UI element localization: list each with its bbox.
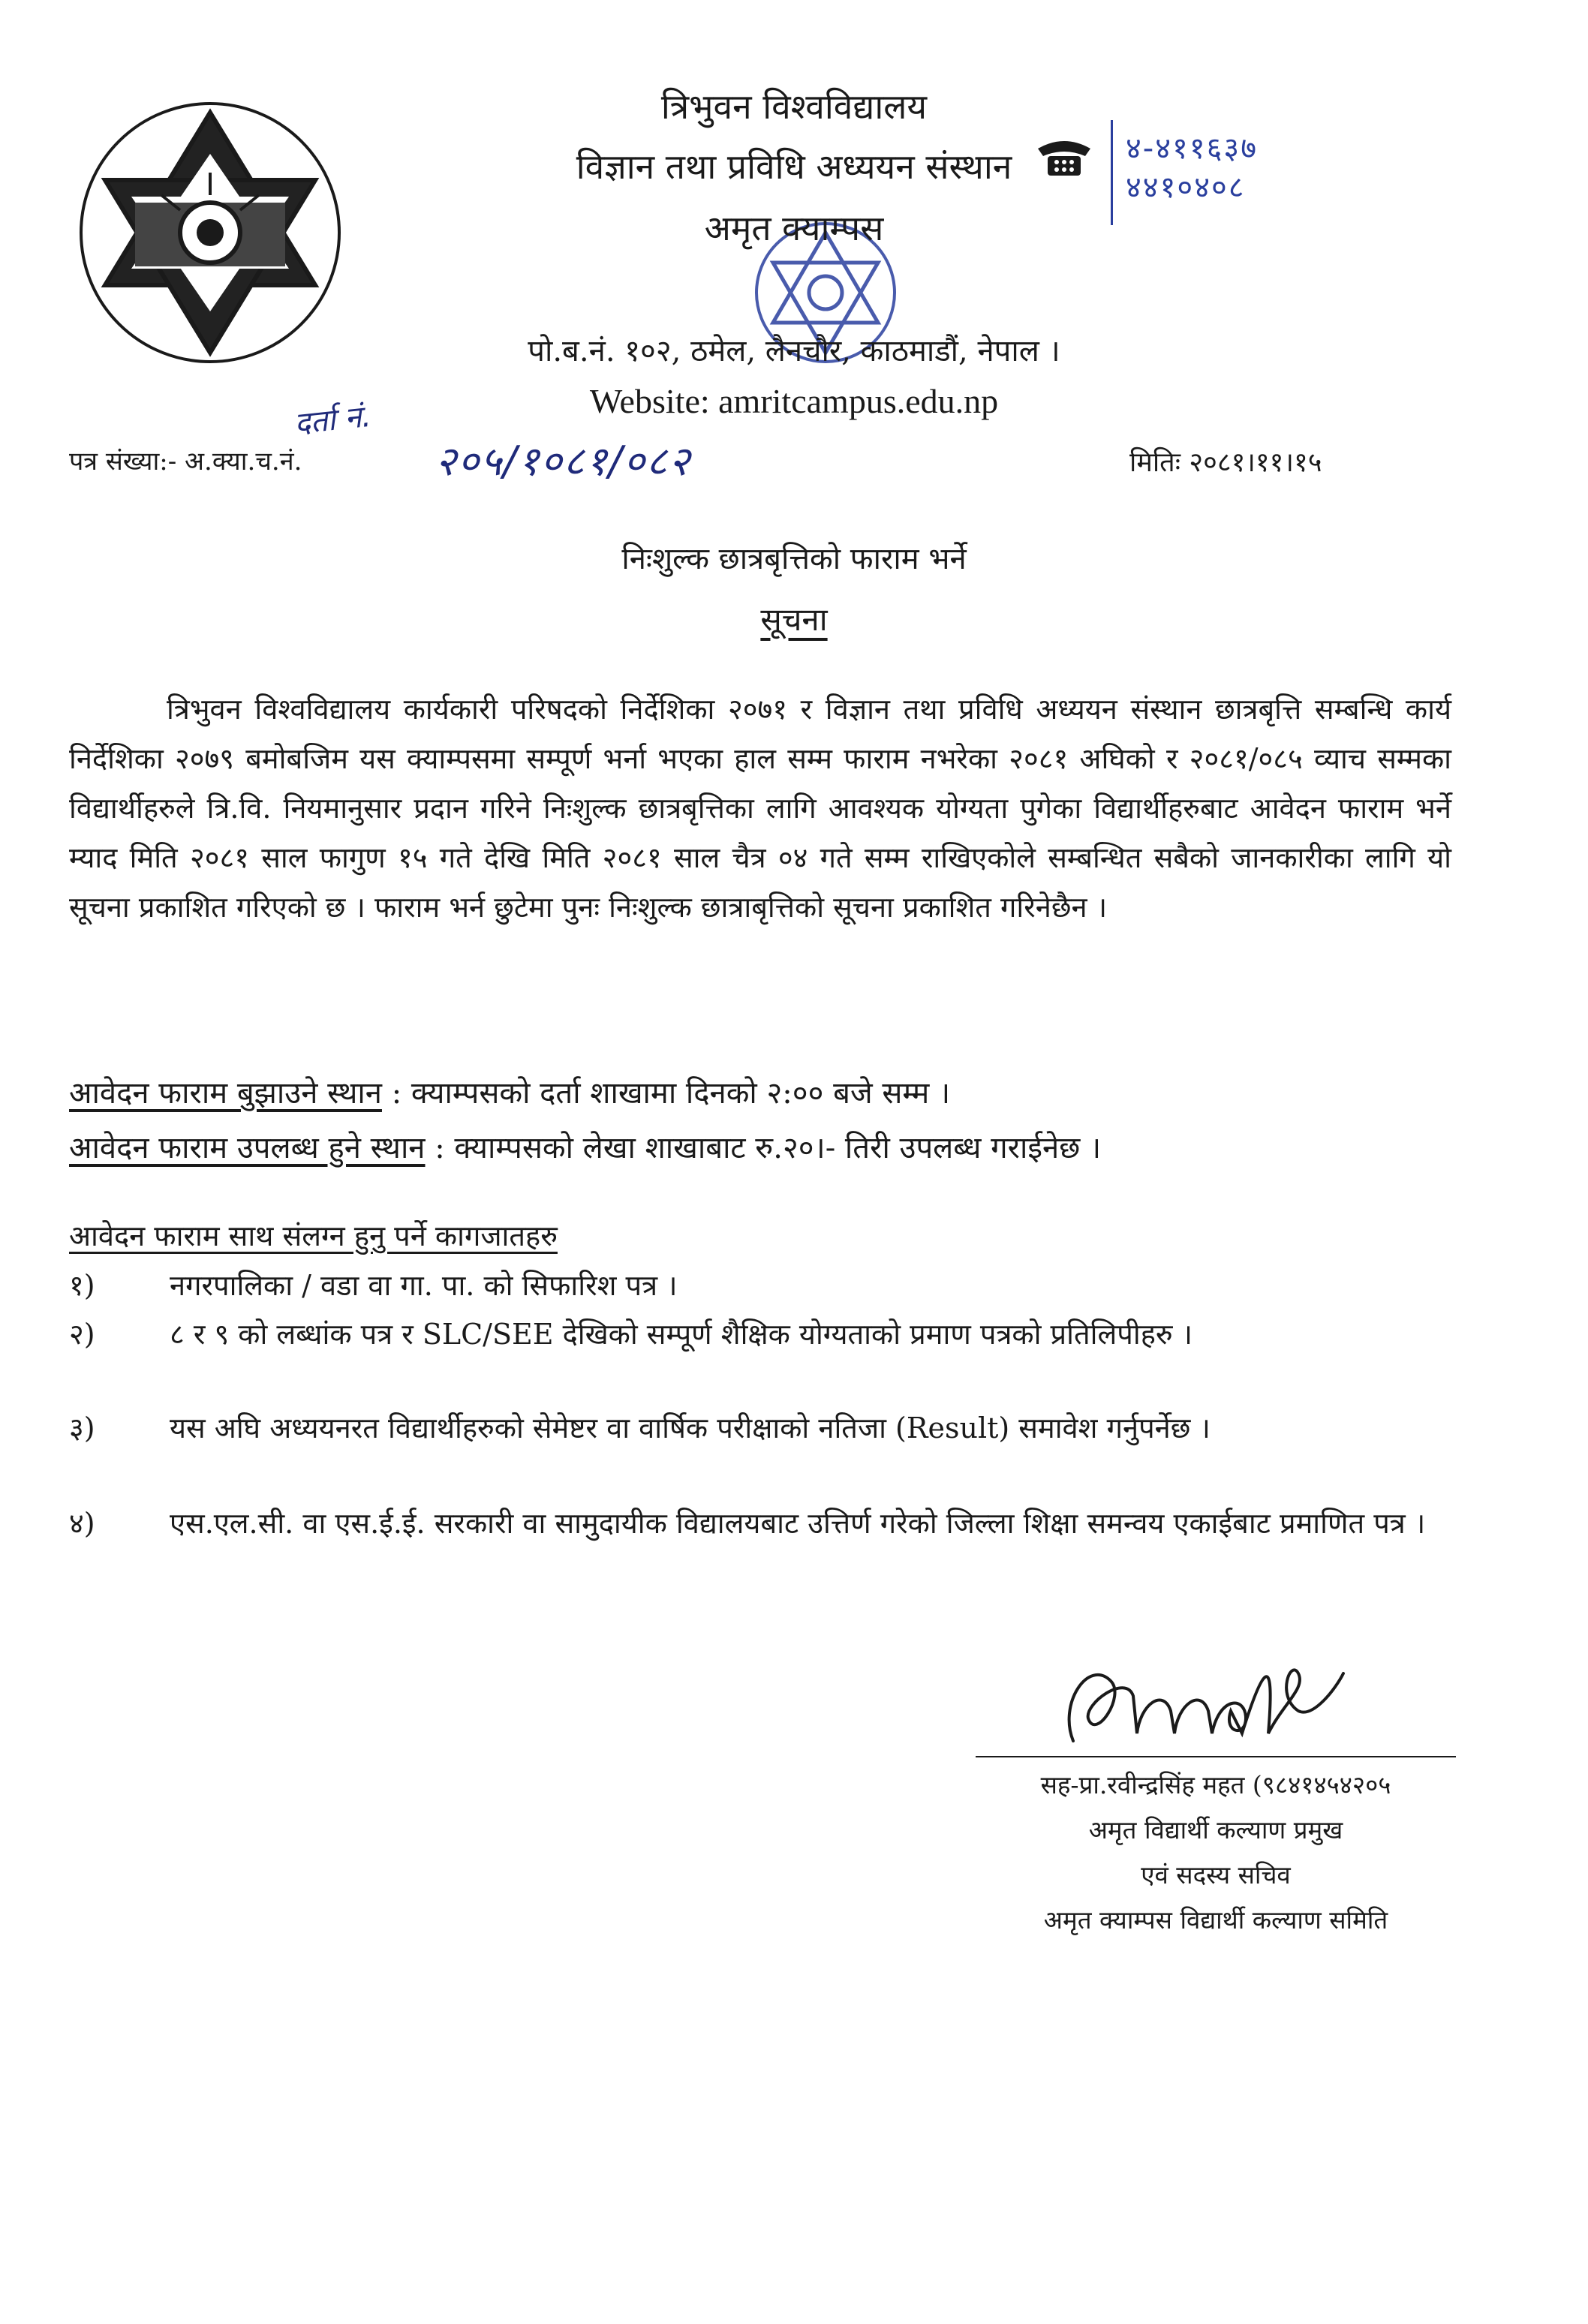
signatory-title-1: अमृत विद्यार्थी कल्याण प्रमुख — [1088, 1815, 1343, 1844]
body-paragraph: त्रिभुवन विश्वविद्यालय कार्यकारी परिषदको निर्देशिका २०७१ र विज्ञान तथा प्रविधि अध्ययन संस्थान छात्रबृत्ति सम्बन्धि कार्य निर्देशिका २०७९ बमोबजिम यस क्याम्पसमा सम्पूर्ण भर्ना भएका हाल सम्म फाराम नभरेका २०८१ अघिको र २०८१/०८५ व्याच सम्मका विद्यार्थीहरुले त्रि.वि. नियमानुसार प्रदान गरिने निःशुल्क छात्रबृत्तिका लागि आवश्यक योग्यता पुगेका विद्यार्थीहरुबाट आवेदन फाराम भर्ने म्याद मिति २०८१ साल फागुण १५ गते देखि मिति २०८१ साल चैत्र ०४ गते सम्म राखिएकोले सम्बन्धित सबैको जानकारीका लागि यो सूचना प्रकाशित गरिएको छ । फाराम भर्न छुटेमा पुनः निःशुल्क छात्राबृत्तिको सूचना प्रकाशित गरिनेछैन । — [69, 693, 1451, 924]
handwritten-signature — [1043, 1628, 1358, 1756]
list-item — [69, 1499, 1451, 1548]
reference-handwritten-label: दर्ता नं. — [293, 398, 373, 442]
phone-number-2: ४४१०४०८ — [1126, 170, 1246, 205]
website: Website: amritcampus.edu.np — [589, 382, 999, 420]
documents-heading: आवेदन फाराम साथ संलग्न हुनु पर्ने कागजातहरु — [69, 1219, 558, 1252]
list-item-number: १) — [69, 1269, 95, 1302]
availability-value: : क्याम्पसको लेखा शाखाबाट रु.२०।- तिरी उपलब्ध गराईनेछ । — [425, 1131, 1102, 1165]
list-item — [69, 1261, 1451, 1310]
list-item-text: यस अघि अध्ययनरत विद्यार्थीहरुको सेमेष्टर वा वार्षिक परीक्षाको नतिजा (Result) समावेश गर्नुपर्नेछ । — [170, 1412, 1211, 1445]
signatory-name: सह-प्रा.रवीन्द्रसिंह महत (९८४१४५४२०५ — [1040, 1770, 1391, 1799]
list-item-text: नगरपालिका / वडा वा गा. पा. को सिफारिश पत्र । — [170, 1269, 678, 1302]
postal-address: पो.ब.नं. १०२, ठमेल, लैनचौर, काठमाडौं, नेपाल । — [528, 334, 1060, 368]
subject-line: निःशुल्क छात्रबृत्तिको फाराम भर्ने — [621, 542, 967, 576]
institute-name: विज्ञान तथा प्रविधि अध्ययन संस्थान — [576, 146, 1012, 187]
document-date: मितिः २०८१।११।१५ — [1129, 447, 1322, 478]
notice-title-text: सूचना — [760, 601, 828, 638]
submission-value: : क्याम्पसको दर्ता शाखामा दिनको २:०० बजे सम्म । — [381, 1076, 951, 1111]
reference-handwritten-number: २०५/१०८१/०८२ — [435, 437, 692, 485]
campus-name: अमृत क्याम्पस — [704, 208, 884, 248]
signature-line — [976, 1756, 1456, 1757]
notice-title — [0, 597, 1588, 640]
list-item-number: २) — [69, 1318, 95, 1351]
signatory-title-2: एवं सदस्य सचिव — [1141, 1860, 1291, 1890]
submission-row — [69, 1071, 950, 1112]
telephone-icon — [1034, 134, 1094, 179]
list-item-number: ३) — [69, 1412, 95, 1445]
list-item — [69, 1403, 1451, 1453]
signatory-title-3: अमृत क्याम्पस विद्यार्थी कल्याण समिति — [1043, 1905, 1388, 1935]
list-item-text: एस.एल.सी. वा एस.ई.ई. सरकारी वा सामुदायीक विद्यालयबाट उत्तिर्ण गरेको जिल्ला शिक्षा समन्वय एकाईबाट प्रमाणित पत्र । — [170, 1507, 1426, 1540]
submission-label: आवेदन फाराम बुझाउने स्थान — [69, 1076, 382, 1111]
availability-row — [69, 1126, 1101, 1167]
availability-label: आवेदन फाराम उपलब्ध हुने स्थान — [69, 1131, 426, 1165]
reference-label: पत्र संख्या:- अ.क्या.च.नं. — [69, 446, 302, 477]
phone-divider — [1111, 120, 1113, 225]
phone-number-1: ४-४११६३७ — [1126, 131, 1259, 166]
list-item — [69, 1309, 1451, 1359]
university-name: त्रिभुवन विश्वविद्यालय — [660, 86, 928, 127]
list-item-text: ८ र ९ को लब्धांक पत्र र SLC/SEE देखिको सम्पूर्ण शैक्षिक योग्यताको प्रमाण पत्रको प्रतिलिपीहरु । — [170, 1318, 1193, 1351]
list-item-number: ४) — [69, 1507, 95, 1540]
